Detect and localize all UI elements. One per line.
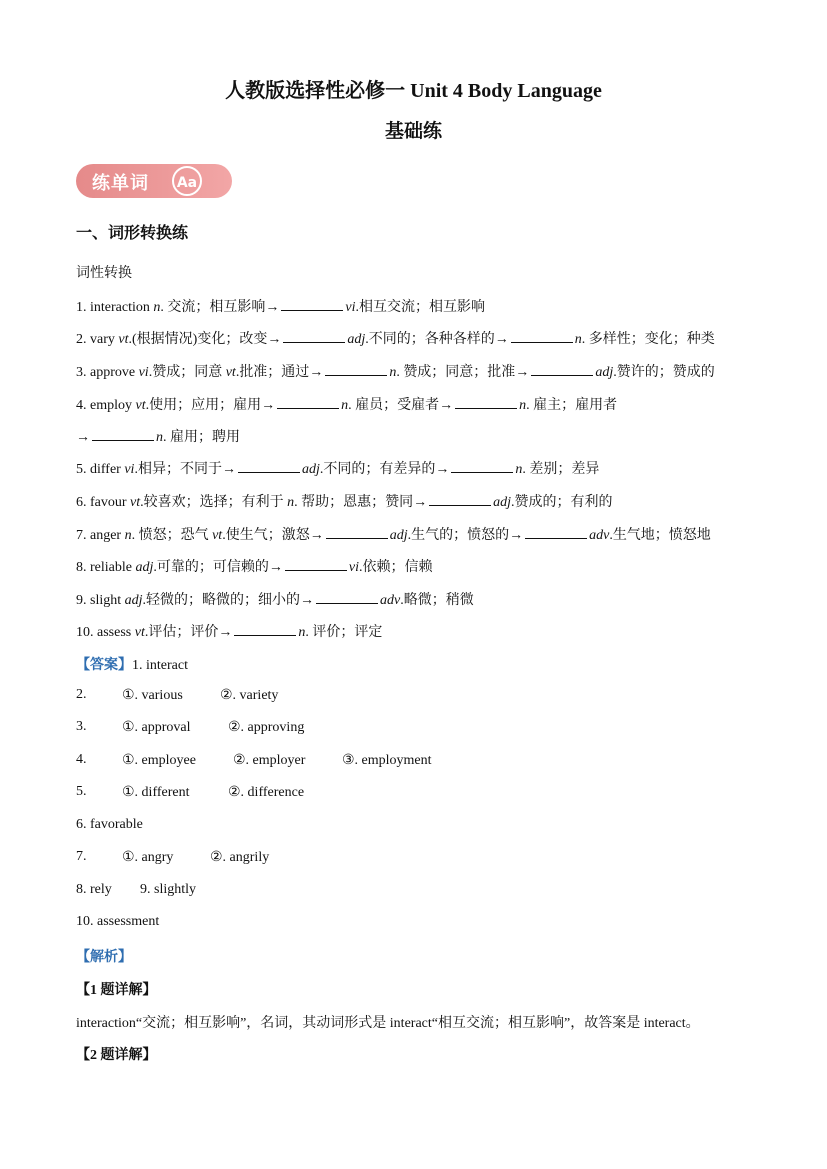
answer-9: 9. slightly (140, 882, 197, 897)
answer-tag: 【答案】 (76, 658, 132, 673)
answer-option: ②. employer (233, 753, 306, 768)
answer-blank[interactable] (325, 363, 387, 376)
question-1: 1. interaction n. 交流；相互影响→ vi.相互交流；相互影响 (76, 300, 485, 315)
answer-1: 【答案】1. interact (76, 658, 188, 673)
answer-option: ①. various (122, 688, 183, 703)
answer-blank[interactable] (238, 460, 300, 473)
answer-option: ②. variety (220, 688, 279, 703)
badge-label: 练单词 (92, 173, 149, 194)
question-8: 8. reliable adj.可靠的；可信赖的→ vi.依赖；信赖 (76, 560, 433, 575)
answer-blank[interactable] (285, 558, 347, 571)
answer-blank[interactable] (326, 526, 388, 539)
question-3: 3. approve vi.赞成；同意 vt.批准；通过→ n. 赞成；同意；批准→ adj.赞许的；赞成的 (76, 365, 715, 380)
answer-blank[interactable] (281, 298, 343, 311)
answer-number: 5. (76, 784, 87, 799)
section-heading: 一、词形转换练 (76, 225, 189, 242)
analysis-heading-1: 【1 题详解】 (76, 983, 157, 998)
answer-blank[interactable] (92, 428, 154, 441)
answer-blank[interactable] (234, 623, 296, 636)
answer-option: ③. employment (342, 753, 432, 768)
question-6: 6. favour vt.较喜欢；选择；有利于 n. 帮助；恩惠；赞同→ adj.赞成的；有利的 (76, 495, 613, 510)
section-badge (76, 164, 232, 198)
answer-blank[interactable] (531, 363, 593, 376)
answer-number: 2. (76, 687, 87, 702)
answer-option: ②. approving (228, 720, 305, 735)
answer-option: ①. approval (122, 720, 191, 735)
answer-8: 8. rely (76, 882, 112, 897)
analysis-tag: 【解析】 (76, 950, 132, 965)
answer-blank[interactable] (455, 396, 517, 409)
answer-option: ①. angry (122, 850, 174, 865)
answer-option: ①. different (122, 785, 190, 800)
question-4-continued: → n. 雇用；聘用 (76, 430, 240, 445)
answer-blank[interactable] (429, 493, 491, 506)
answer-blank[interactable] (316, 591, 378, 604)
answer-number: 3. (76, 719, 87, 734)
alphabet-icon: Aa (172, 166, 202, 196)
section-intro: 词性转换 (76, 266, 132, 281)
answer-blank[interactable] (283, 330, 345, 343)
question-4: 4. employ vt.使用；应用；雇用→ n. 雇员；受雇者→ n. 雇主；雇用者 (76, 398, 618, 413)
question-5: 5. differ vi.相异；不同于→ adj.不同的；有差异的→ n. 差别；差异 (76, 462, 600, 477)
analysis-text-1: interaction“交流；相互影响”，名词，其动词形式是 interact“相互交流；相互影响”，故答案是 interact。 (76, 1016, 700, 1031)
answer-option: ①. employee (122, 753, 196, 768)
answer-number: 4. (76, 752, 87, 767)
answer-6: 6. favorable (76, 817, 143, 832)
question-9: 9. slight adj.轻微的；略微的；细小的→ adv.略微；稍微 (76, 593, 474, 608)
answer-blank[interactable] (525, 526, 587, 539)
answer-10: 10. assessment (76, 914, 160, 929)
answer-blank[interactable] (511, 330, 573, 343)
analysis-heading-2: 【2 题详解】 (76, 1048, 157, 1063)
page-title: 人教版选择性必修一 Unit 4 Body Language (225, 80, 602, 102)
question-7: 7. anger n. 愤怒；恐气 vt.使生气；激怒→ adj.生气的；愤怒的→ adv.生气地；愤怒地 (76, 528, 711, 543)
answer-blank[interactable] (451, 460, 513, 473)
answer-option: ②. difference (228, 785, 305, 800)
answer-option: ②. angrily (210, 850, 270, 865)
answer-number: 7. (76, 849, 87, 864)
question-10: 10. assess vt.评估；评价→ n. 评价；评定 (76, 625, 383, 640)
question-2: 2. vary vt.(根据情况)变化；改变→ adj.不同的；各种各样的→ n. 多样性；变化；种类 (76, 332, 715, 347)
answer-blank[interactable] (277, 396, 339, 409)
page-subtitle: 基础练 (384, 121, 442, 142)
